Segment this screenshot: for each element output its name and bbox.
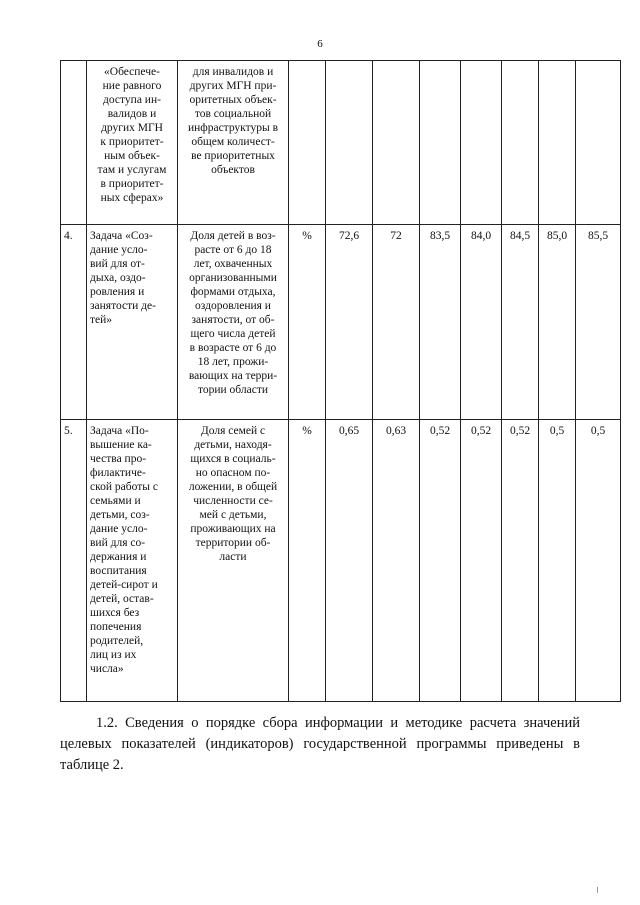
table-row — [61, 61, 621, 225]
scan-edge-mark — [597, 887, 598, 893]
indicator-cell — [178, 225, 289, 420]
indicator-text: для инвалидов и других МГН при- оритетных объек- тов социальной инфраструктуры в общем количест- ве приоритетных объектов — [187, 66, 279, 176]
indicator-text: Доля семей с детьми, находя- щихся в социаль- но опасном по- ложении, в общей численности се- мей с детьми, проживающих на территории об- ласти — [188, 425, 278, 563]
value-cell — [373, 61, 420, 225]
value-cell — [539, 61, 576, 225]
unit-cell — [289, 61, 326, 225]
value-cell: 0,52 — [502, 420, 539, 702]
task-text: Задача «Соз- дание усло- вий для от- дыха, оздо- ровления и занятости де- тей» — [90, 230, 156, 326]
value-cell — [461, 61, 502, 225]
value-cell: 85,5 — [576, 225, 621, 420]
indicator-text: Доля детей в воз- расте от 6 до 18 лет, охваченных организованными формами отдыха, оздоровления и занятости, от об- щего числа детей в возрасте от 6 до 18 лет, прожи- вающих на терри- тории области — [188, 230, 278, 396]
value-cell: 85,0 — [539, 225, 576, 420]
value-cell: 83,5 — [420, 225, 461, 420]
value-cell: 0,5 — [576, 420, 621, 702]
page-number: 6 — [317, 38, 323, 50]
task-cell — [87, 225, 178, 420]
value-cell — [502, 61, 539, 225]
value-cell: 0,5 — [539, 420, 576, 702]
value-cell: 0,65 — [326, 420, 373, 702]
value-cell — [420, 61, 461, 225]
value-cell: 72,6 — [326, 225, 373, 420]
row-number-cell: 4. — [61, 225, 87, 420]
value-cell — [576, 61, 621, 225]
indicator-cell — [178, 61, 289, 225]
indicator-cell — [178, 420, 289, 702]
value-cell: 0,52 — [461, 420, 502, 702]
footer-text-block — [60, 713, 580, 776]
value-cell — [326, 61, 373, 225]
task-cell — [87, 420, 178, 702]
table-row — [61, 225, 621, 420]
value-cell: 72 — [373, 225, 420, 420]
value-cell: 0,63 — [373, 420, 420, 702]
row-number-cell: 5. — [61, 420, 87, 702]
row-number-cell — [61, 61, 87, 225]
value-cell: 84,0 — [461, 225, 502, 420]
indicators-table — [60, 60, 621, 702]
table-row — [61, 420, 621, 702]
value-cell: 0,52 — [420, 420, 461, 702]
task-text: Задача «По- вышение ка- чества про- филактиче- ской работы с семьями и детьми, соз- дание усло- вий для со- держания и воспитания детей-сирот и детей, остав- шихся без попечения родителей, лиц из их числа» — [90, 425, 158, 675]
value-cell: 84,5 — [502, 225, 539, 420]
footer-paragraph: 1.2. Сведения о порядке сбора информации и методике расчета значений целевых показателей (индикаторов) государственной программы приведены в таблице 2. — [60, 715, 580, 773]
unit-cell: % — [289, 225, 326, 420]
unit-cell: % — [289, 420, 326, 702]
task-text: «Обеспече- ние равного доступа ин- валидов и других МГН к приоритет- ным объек- там и услугам в приоритет- ных сферах» — [97, 66, 167, 204]
task-cell — [87, 61, 178, 225]
